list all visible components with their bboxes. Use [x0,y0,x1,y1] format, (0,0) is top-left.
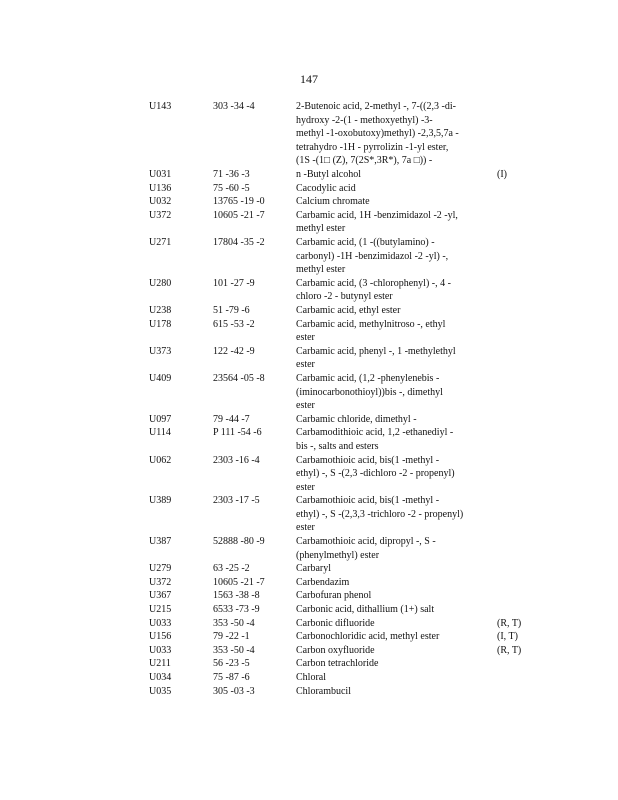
table-row [0,603,618,617]
substance-name-line: Carbamic acid, (3 -chlorophenyl) -, 4 - [296,277,451,289]
waste-code: U143 [149,101,172,112]
substance-name-line: (phenylmethyl) ester [296,549,380,561]
substance-name-line: Carbamothioic acid, bis(1 -methyl - [296,454,440,466]
waste-code: U409 [149,372,172,384]
substance-name [296,372,492,413]
table-row [0,589,618,603]
table-row [0,372,618,413]
cas-number: 17804 -35 -2 [213,236,265,248]
waste-code: U062 [149,454,172,466]
table-row [0,182,618,196]
substance-name [296,182,492,196]
substance-name [296,345,492,372]
cas-number: 75 -60 -5 [213,182,250,194]
cas-number: 52888 -80 -9 [213,536,265,548]
substance-name-line: tetrahydro -1H - pyrrolizin -1-yl ester, [296,141,449,153]
hazard-code: (I, T) [497,631,518,643]
hazard-code: (I) [497,169,507,180]
substance-name-line: Carbamothioic acid, dipropyl -, S - [296,536,436,548]
substance-name-line: Carbamic acid, ethyl ester [296,304,401,316]
substance-name-line: Carbamic acid, 1H -benzimidazol -2 -yl, [296,209,458,221]
substance-name-line: ethyl) -, S -(2,3 -dichloro -2 - propenyl) [296,468,455,480]
cas-number: 122 -42 -9 [213,345,255,357]
waste-code: U114 [149,427,171,439]
substance-name-line: Carbofuran phenol [296,590,372,602]
substance-name [296,644,492,658]
substance-name-line: ester [296,332,315,344]
table-row [0,304,618,318]
table-row [0,671,618,685]
table-row [0,413,618,427]
cas-number: 6533 -73 -9 [213,604,260,616]
substance-name-line: Carbonic difluoride [296,617,375,629]
substance-name-line: methyl ester [296,223,346,235]
table-row [0,535,618,562]
substance-name-line: Carbamic chloride, dimethyl - [296,413,417,425]
waste-code: U178 [149,318,172,330]
substance-name-line: (iminocarbonothioyl))bis -, dimethyl [296,386,443,398]
waste-code: U034 [149,672,172,684]
waste-code: U032 [149,196,172,208]
substance-name-line: Carbamic acid, (1 -((butylamino) - [296,236,435,248]
waste-code: U136 [149,182,172,194]
substance-name-line: carbonyl) -1H -benzimidazol -2 -yl) -, [296,250,449,262]
table-row [0,630,618,644]
substance-name-line: hydroxy -2-(1 - methoxyethyl) -3- [296,114,433,126]
substance-name [296,168,492,182]
cas-number: 2303 -17 -5 [213,495,260,507]
substance-name-line: Carbamodithioic acid, 1,2 -ethanediyl - [296,427,454,439]
substance-name-line: chloro -2 - butynyl ester [296,291,393,303]
substance-name [296,454,492,495]
waste-code: U373 [149,345,172,357]
cas-number: 51 -79 -6 [213,304,250,316]
substance-name-line: bis -, salts and esters [296,440,379,452]
substance-name-line: Carbendazim [296,576,350,588]
table-row [0,685,618,699]
substance-name-line: Carbamic acid, (1,2 -phenylenebis - [296,372,440,384]
cas-number: 75 -87 -6 [213,672,250,684]
cas-number: 79 -44 -7 [213,413,250,425]
substance-name-line: Carbonochloridic acid, methyl ester [296,631,440,643]
table-row [0,318,618,345]
substance-name-line: Carbamothioic acid, bis(1 -methyl - [296,495,440,507]
substance-name-line: ester [296,359,315,371]
hazard-code: (R, T) [497,617,522,629]
waste-code: U031 [149,169,172,180]
cas-number: 303 -34 -4 [213,101,255,112]
hazard-code: (R, T) [497,644,522,656]
table-row [0,562,618,576]
substance-name-line: Carbonic acid, dithallium (1+) salt [296,604,435,616]
substance-name [296,209,492,236]
waste-code: U215 [149,604,172,616]
cas-number: 305 -03 -3 [213,685,255,697]
cas-number: 2303 -16 -4 [213,454,260,466]
substance-name-line: 2-Butenoic acid, 2-methyl -, 7-((2,3 -di- [296,101,456,112]
table-row [0,454,618,495]
hazardous-waste-table [0,100,618,698]
table-row [0,576,618,590]
cas-number: 79 -22 -1 [213,631,250,643]
substance-name [296,236,492,277]
waste-code: U033 [149,644,172,656]
substance-name [296,277,492,304]
table-row [0,494,618,535]
substance-name-line: Carbamic acid, phenyl -, 1 -methylethyl [296,345,456,357]
waste-code: U372 [149,576,172,588]
table-row [0,100,618,168]
waste-code: U389 [149,495,172,507]
substance-name-line: Calcium chromate [296,196,370,208]
substance-name-line: ester [296,400,315,412]
substance-name [296,195,492,209]
substance-name [296,630,492,644]
substance-name-line: ester [296,481,315,493]
table-row [0,277,618,304]
table-row [0,209,618,236]
substance-name-line: Carbon tetrachloride [296,658,379,670]
substance-name-line: ester [296,522,315,534]
substance-name [296,657,492,671]
substance-name [296,413,492,427]
waste-code: U280 [149,277,172,289]
waste-code: U367 [149,590,172,602]
substance-name [296,603,492,617]
cas-number: 13765 -19 -0 [213,196,265,208]
waste-code: U035 [149,685,172,697]
cas-number: 71 -36 -3 [213,169,250,180]
substance-name [296,100,492,168]
cas-number: 353 -50 -4 [213,644,255,656]
substance-name [296,535,492,562]
waste-code: U211 [149,658,171,670]
cas-number: 101 -27 -9 [213,277,255,289]
substance-name [296,576,492,590]
waste-code: U238 [149,304,172,316]
substance-name [296,685,492,699]
table-row [0,168,618,182]
table-row [0,657,618,671]
table-row [0,644,618,658]
table-row [0,195,618,209]
page-number: 147 [300,72,318,86]
waste-code: U372 [149,209,172,221]
substance-name [296,671,492,685]
cas-number: 10605 -21 -7 [213,209,265,221]
substance-name-line: Carbon oxyfluoride [296,644,375,656]
substance-name-line: Chlorambucil [296,685,351,697]
cas-number: 10605 -21 -7 [213,576,265,588]
substance-name-line: Cacodylic acid [296,182,356,194]
substance-name [296,426,492,453]
waste-code: U033 [149,617,172,629]
substance-name-line: methyl ester [296,264,346,276]
substance-name-line: (1S -(1□ (Z), 7(2S*,3R*), 7a □)) - [296,155,433,167]
substance-name [296,617,492,631]
cas-number: P 111 -54 -6 [213,427,262,439]
substance-name-line: Carbamic acid, methylnitroso -, ethyl [296,318,446,330]
substance-name [296,304,492,318]
substance-name-line: ethyl) -, S -(2,3,3 -trichloro -2 - propenyl) [296,508,464,520]
cas-number: 353 -50 -4 [213,617,255,629]
waste-code: U271 [149,236,172,248]
substance-name-line: Chloral [296,672,326,684]
substance-name [296,589,492,603]
cas-number: 23564 -05 -8 [213,372,265,384]
substance-name [296,562,492,576]
table-row [0,236,618,277]
table-row [0,345,618,372]
table-row [0,426,618,453]
cas-number: 56 -23 -5 [213,658,250,670]
waste-code: U156 [149,631,172,643]
waste-code: U097 [149,413,172,425]
cas-number: 63 -25 -2 [213,563,250,575]
cas-number: 1563 -38 -8 [213,590,260,602]
table-row [0,617,618,631]
substance-name [296,494,492,535]
substance-name-line: n -Butyl alcohol [296,169,361,180]
substance-name [296,318,492,345]
substance-name-line: methyl -1-oxobutoxy)methyl) -2,3,5,7a - [296,128,459,140]
cas-number: 615 -53 -2 [213,318,255,330]
waste-code: U279 [149,563,172,575]
substance-name-line: Carbaryl [296,563,331,575]
waste-code: U387 [149,536,172,548]
